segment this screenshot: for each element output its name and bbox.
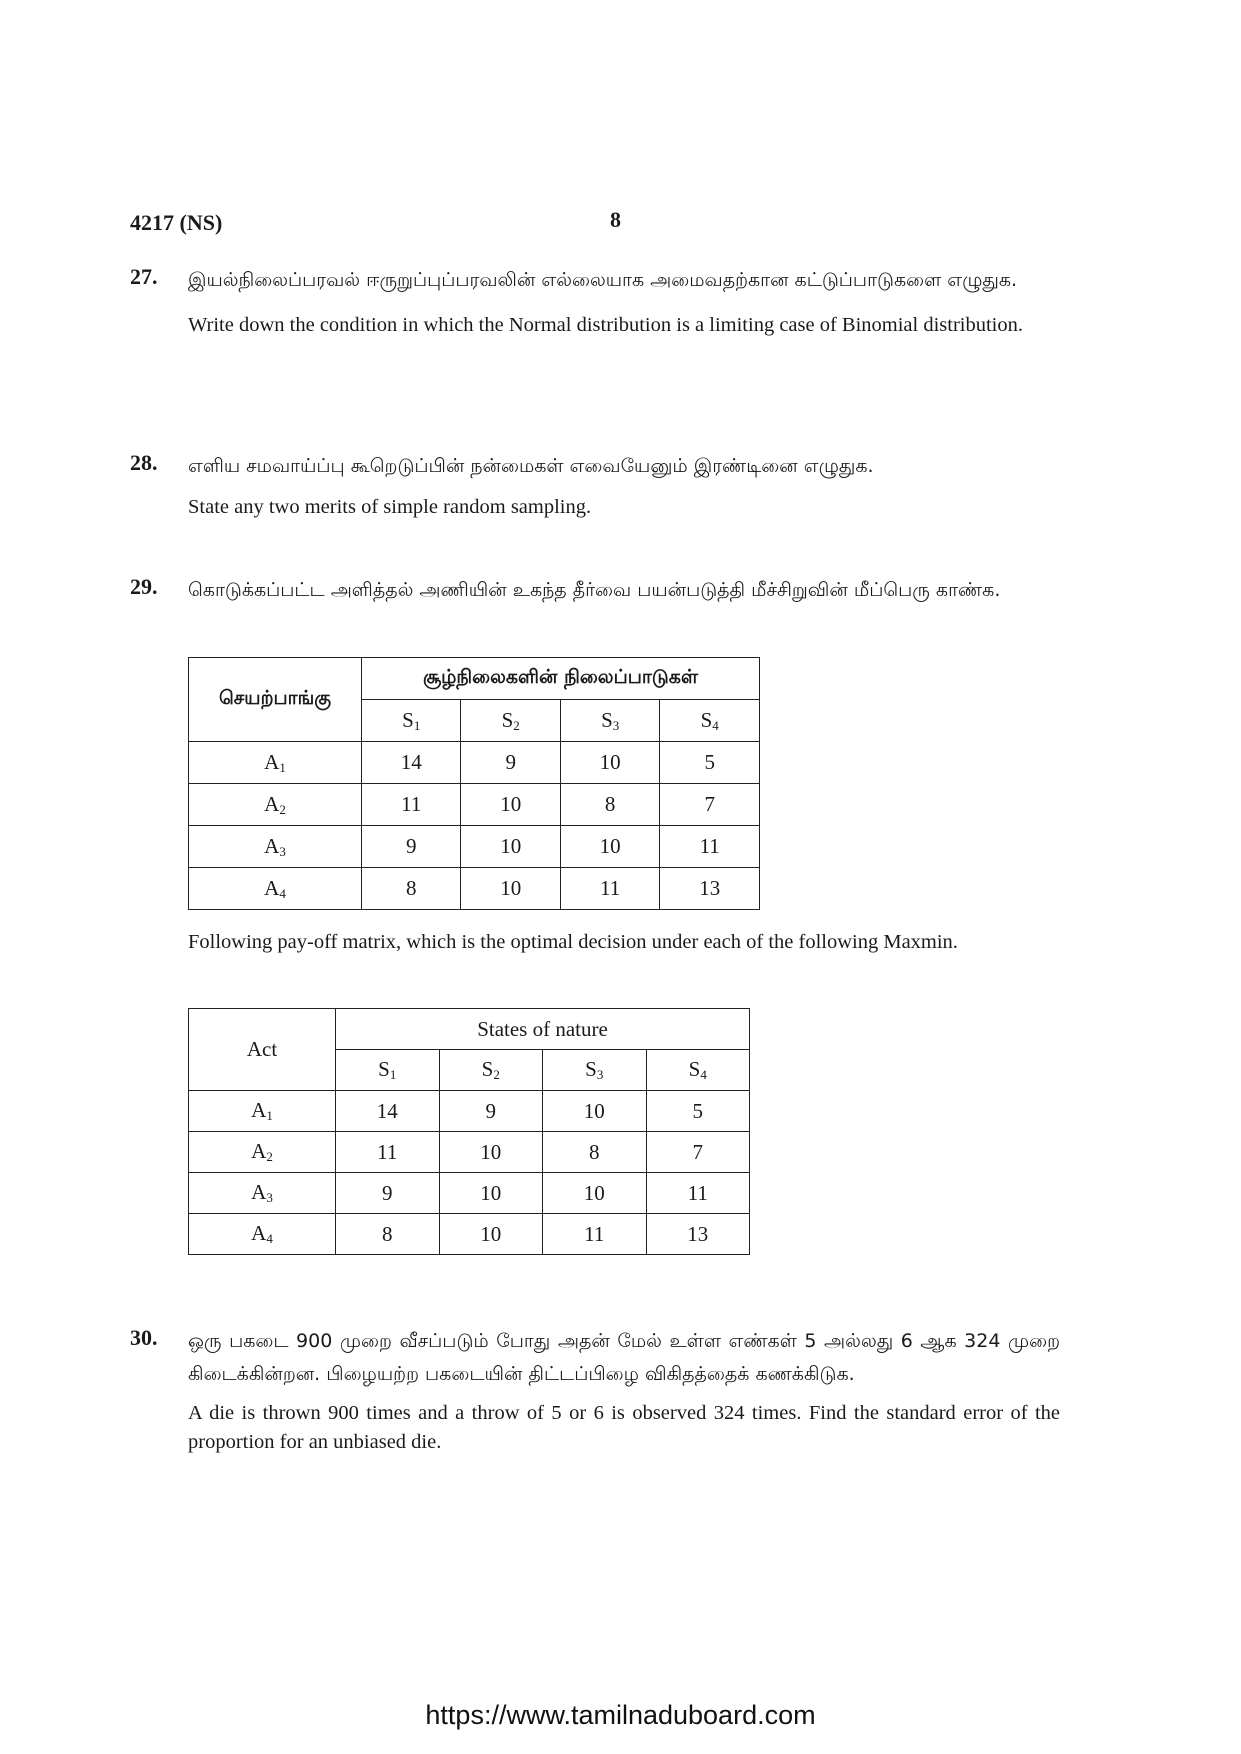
table-row xyxy=(189,826,760,868)
state-header: $S_2$ xyxy=(439,1050,543,1091)
table-cell: 13 xyxy=(660,868,760,910)
table-row xyxy=(189,1214,750,1255)
table-cell: 9 xyxy=(362,826,461,868)
question-text-english: A die is thrown 900 times and a throw of 5 or 6 is observed 324 times. Find the standard error of the proportion for an unbiased die. xyxy=(188,1402,1060,1453)
table-cell: 11 xyxy=(560,868,659,910)
table-cell: 9 xyxy=(461,742,560,784)
table-row xyxy=(189,742,760,784)
question-text-tamil: இயல்நிலைப்பரவல் ஈருறுப்புப்பரவலின் எல்லையாக அமைவதற்கான கட்டுப்பாடுகளை எழுதுக. xyxy=(188,269,1018,291)
question-number: 27. xyxy=(130,264,158,289)
question-text-english: State any two merits of simple random sampling. xyxy=(188,496,592,518)
table-cell: 11 xyxy=(543,1214,647,1255)
table-cell: 9 xyxy=(336,1173,440,1214)
question-text-tamil: எளிய சமவாய்ப்பு கூறெடுப்பின் நன்மைகள் எவையேனும் இரண்டினை எழுதுக. xyxy=(188,455,874,477)
table-cell: 10 xyxy=(439,1132,543,1173)
states-header: States of nature xyxy=(336,1009,750,1050)
question-text-english: Following pay-off matrix, which is the optimal decision under each of the following Maxmin. xyxy=(188,931,958,953)
table-cell: 10 xyxy=(439,1214,543,1255)
table-cell: 10 xyxy=(461,784,560,826)
table-cell: 10 xyxy=(560,742,659,784)
state-header: $S_3$ xyxy=(560,700,659,742)
table-cell: 8 xyxy=(336,1214,440,1255)
table-cell: 14 xyxy=(362,742,461,784)
state-header: $S_2$ xyxy=(461,700,560,742)
table-cell: 5 xyxy=(646,1091,750,1132)
state-header: $S_1$ xyxy=(362,700,461,742)
act-header: Act xyxy=(189,1009,336,1091)
question-text-english: Write down the condition in which the Normal distribution is a limiting case of Binomial distribution. xyxy=(188,314,1024,336)
question-text-tamil: ஒரு பகடை 900 முறை வீசப்படும் போது அதன் மேல் உள்ள எண்கள் 5 அல்லது 6 ஆக 324 முறை கிடைக்கின்றன. பிழையற்ற பகடையின் திட்டப்பிழை விகிதத்தைக் கணக்கிடுக. xyxy=(188,1330,1060,1385)
table-cell: 8 xyxy=(560,784,659,826)
question-29 xyxy=(130,574,1060,607)
table-cell: 14 xyxy=(336,1091,440,1132)
table-row xyxy=(189,784,760,826)
payoff-table-english xyxy=(188,1008,750,1255)
table-cell: 13 xyxy=(646,1214,750,1255)
act-label: $A_3$ xyxy=(189,1173,336,1214)
table-cell: 5 xyxy=(660,742,760,784)
table-cell: 11 xyxy=(336,1132,440,1173)
table-cell: 10 xyxy=(461,868,560,910)
footer-url: https://www.tamilnaduboard.com xyxy=(425,1700,816,1730)
table-cell: 8 xyxy=(543,1132,647,1173)
question-number: 29. xyxy=(130,574,158,599)
act-label: $A_4$ xyxy=(189,1214,336,1255)
state-header: $S_1$ xyxy=(336,1050,440,1091)
table-row xyxy=(189,1091,750,1132)
act-label: $A_1$ xyxy=(189,1091,336,1132)
table-cell: 11 xyxy=(646,1173,750,1214)
table-cell: 7 xyxy=(660,784,760,826)
question-text-tamil: கொடுக்கப்பட்ட அளித்தல் அணியின் உகந்த தீர்வை பயன்படுத்தி மீச்சிறுவின் மீப்பெரு காண்க. xyxy=(188,579,1001,601)
state-header: $S_4$ xyxy=(660,700,760,742)
table-cell: 10 xyxy=(439,1173,543,1214)
table-cell: 10 xyxy=(543,1173,647,1214)
question-29-english xyxy=(130,928,1060,957)
act-header: செயற்பாங்கு xyxy=(189,658,362,742)
question-number: 30. xyxy=(130,1325,158,1350)
table-cell: 11 xyxy=(660,826,760,868)
question-30 xyxy=(130,1325,1060,1457)
exam-code: 4217 (NS) xyxy=(130,210,223,235)
table-cell: 10 xyxy=(461,826,560,868)
act-label: $A_3$ xyxy=(189,826,362,868)
table-cell: 11 xyxy=(362,784,461,826)
table-row xyxy=(189,868,760,910)
act-label: $A_2$ xyxy=(189,784,362,826)
act-label: $A_1$ xyxy=(189,742,362,784)
payoff-table-tamil xyxy=(188,657,760,910)
table-cell: 10 xyxy=(560,826,659,868)
table-cell: 8 xyxy=(362,868,461,910)
table-cell: 9 xyxy=(439,1091,543,1132)
state-header: $S_3$ xyxy=(543,1050,647,1091)
states-header: சூழ்நிலைகளின் நிலைப்பாடுகள் xyxy=(362,658,760,700)
table-row xyxy=(189,1132,750,1173)
page-number: 8 xyxy=(610,207,621,232)
table-cell: 10 xyxy=(543,1091,647,1132)
table-row xyxy=(189,1173,750,1214)
state-header: $S_4$ xyxy=(646,1050,750,1091)
question-28 xyxy=(130,450,1060,522)
act-label: $A_4$ xyxy=(189,868,362,910)
question-27 xyxy=(130,264,1060,340)
question-number: 28. xyxy=(130,450,158,475)
table-cell: 7 xyxy=(646,1132,750,1173)
act-label: $A_2$ xyxy=(189,1132,336,1173)
